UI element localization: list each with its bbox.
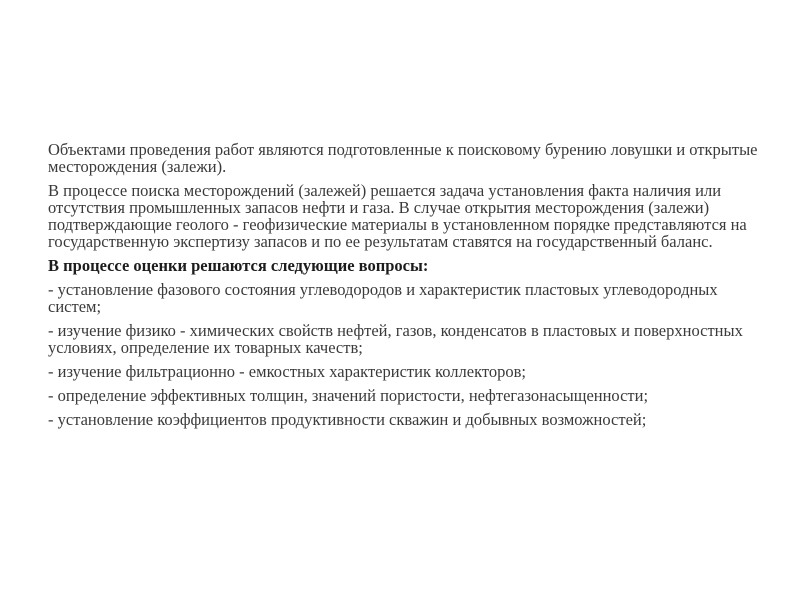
list-item-effective-thickness: - определение эффективных толщин, значений пористости, нефтегазонасыщенности; — [48, 386, 649, 405]
list-item-filtration: - изучение фильтрационно - емкостных характеристик коллекторов; — [48, 362, 527, 381]
paragraph-search-process: В процессе поиска месторождений (залежей) решается задача установления факта наличия или отсутствия промышленных запасов нефти и газа. В случае открытия месторождения (залежи) подтверждающие геолого - геофизические материалы в установленном порядке представляются на государственную экспертизу запасов и по ее результатам ставятся на государственный баланс. — [48, 181, 747, 251]
paragraph-evaluation-heading: В процессе оценки решаются следующие вопросы: — [48, 256, 429, 275]
list-item-phase-state: - установление фазового состояния углеводородов и характеристик пластовых углеводородных систем; — [48, 280, 718, 316]
paragraph-objects: Объектами проведения работ являются подготовленные к поисковому бурению ловушки и открытые месторождения (залежи). — [48, 140, 758, 176]
slide-body-text — [48, 141, 760, 435]
list-item-productivity: - установление коэффициентов продуктивности скважин и добывных возможностей; — [48, 410, 647, 429]
list-item-physical-chemical: - изучение физико - химических свойств нефтей, газов, конденсатов в пластовых и поверхностных условиях, определение их товарных качеств; — [48, 321, 743, 357]
